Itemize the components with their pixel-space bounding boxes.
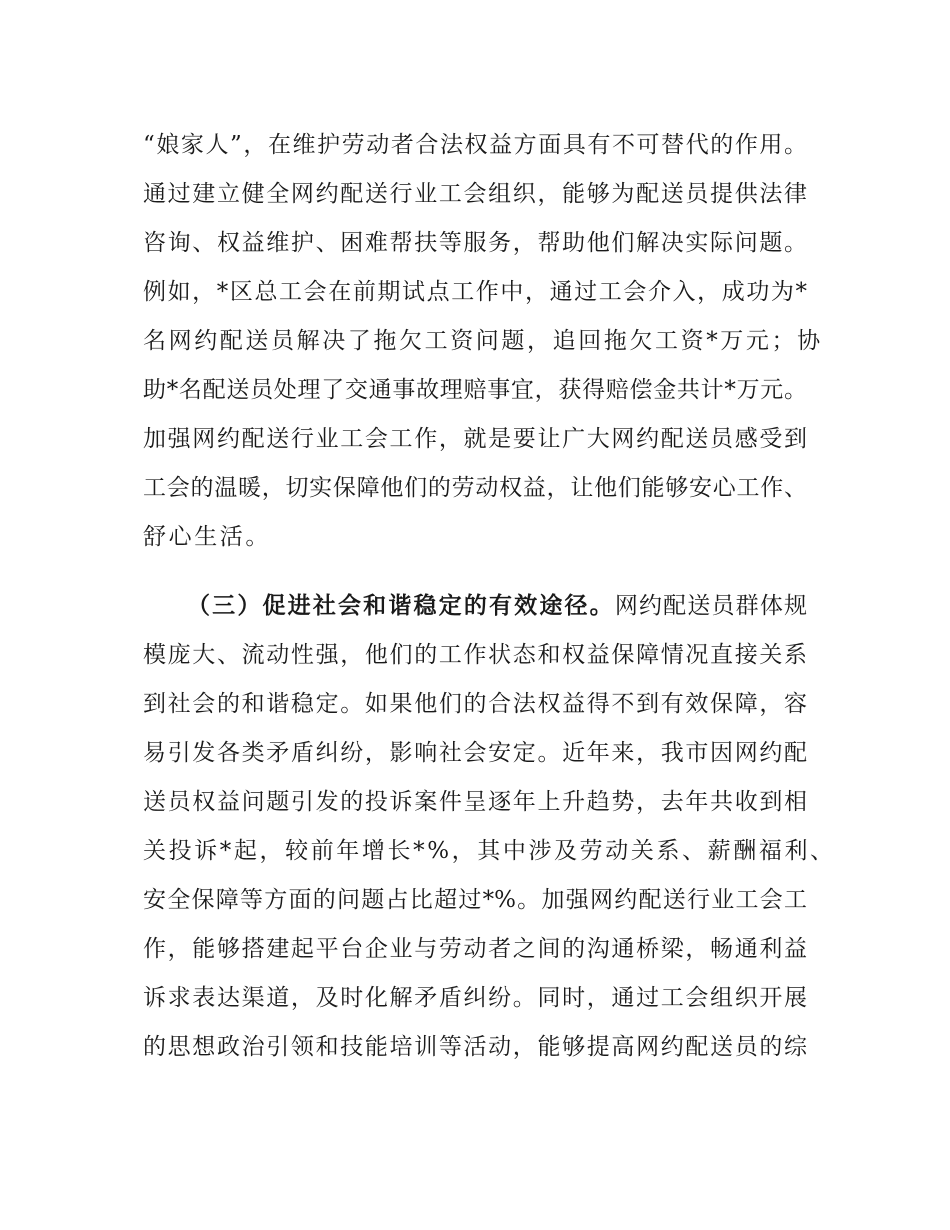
paragraph-1-line-9: 舒心生活。: [143, 524, 271, 550]
section-3-line-5: 送员权益问题引发的投诉案件呈逐年上升趋势，去年共收到相: [143, 789, 807, 815]
section-3-line-9: 诉求表达渠道，及时化解矛盾纠纷。同时，通过工会组织开展: [143, 985, 807, 1011]
section-3-line-7: 安全保障等方面的问题占比超过*%。加强网约配送行业工会工: [143, 887, 807, 913]
section-3-line-2: 模庞大、流动性强，他们的工作状态和权益保障情况直接关系: [143, 642, 807, 668]
paragraph-1-line-7: 加强网约配送行业工会工作，就是要让广大网约配送员感受到: [143, 426, 807, 452]
section-3-line-8: 作，能够搭建起平台企业与劳动者之间的沟通桥梁，畅通利益: [143, 936, 807, 962]
paragraph-1-line-5: 名网约配送员解决了拖欠工资问题，追回拖欠工资*万元；协: [143, 328, 823, 354]
paragraph-1-line-6: 助*名配送员处理了交通事故理赔事宜，获得赔偿金共计*万元。: [143, 377, 807, 403]
section-3-line-3: 到社会的和谐稳定。如果他们的合法权益得不到有效保障，容: [143, 691, 807, 717]
paragraph-1-line-4: 例如，*区总工会在前期试点工作中，通过工会介入，成功为*: [143, 279, 807, 305]
section-3-first-line: [187, 591, 807, 621]
section-3-line-4: 易引发各类矛盾纠纷，影响社会安定。近年来，我市因网约配: [143, 740, 807, 766]
section-3-line-10: 的思想政治引领和技能培训等活动，能够提高网约配送员的综: [143, 1034, 807, 1060]
paragraph-1-line-2: 通过建立健全网约配送行业工会组织，能够为配送员提供法律: [143, 181, 807, 207]
paragraph-1-line-3: 咨询、权益维护、困难帮扶等服务，帮助他们解决实际问题。: [143, 230, 807, 256]
section-3-heading: （三）促进社会和谐稳定的有效途径。: [187, 593, 615, 619]
paragraph-1-line-1: “娘家人”，在维护劳动者合法权益方面具有不可替代的作用。: [143, 132, 807, 158]
section-3-first-line-text: 网约配送员群体规: [614, 593, 808, 619]
section-3-line-6: 关投诉*起，较前年增长*%，其中涉及劳动关系、薪酬福利、: [143, 838, 836, 864]
paragraph-1-line-8: 工会的温暖，切实保障他们的劳动权益，让他们能够安心工作、: [143, 475, 807, 501]
